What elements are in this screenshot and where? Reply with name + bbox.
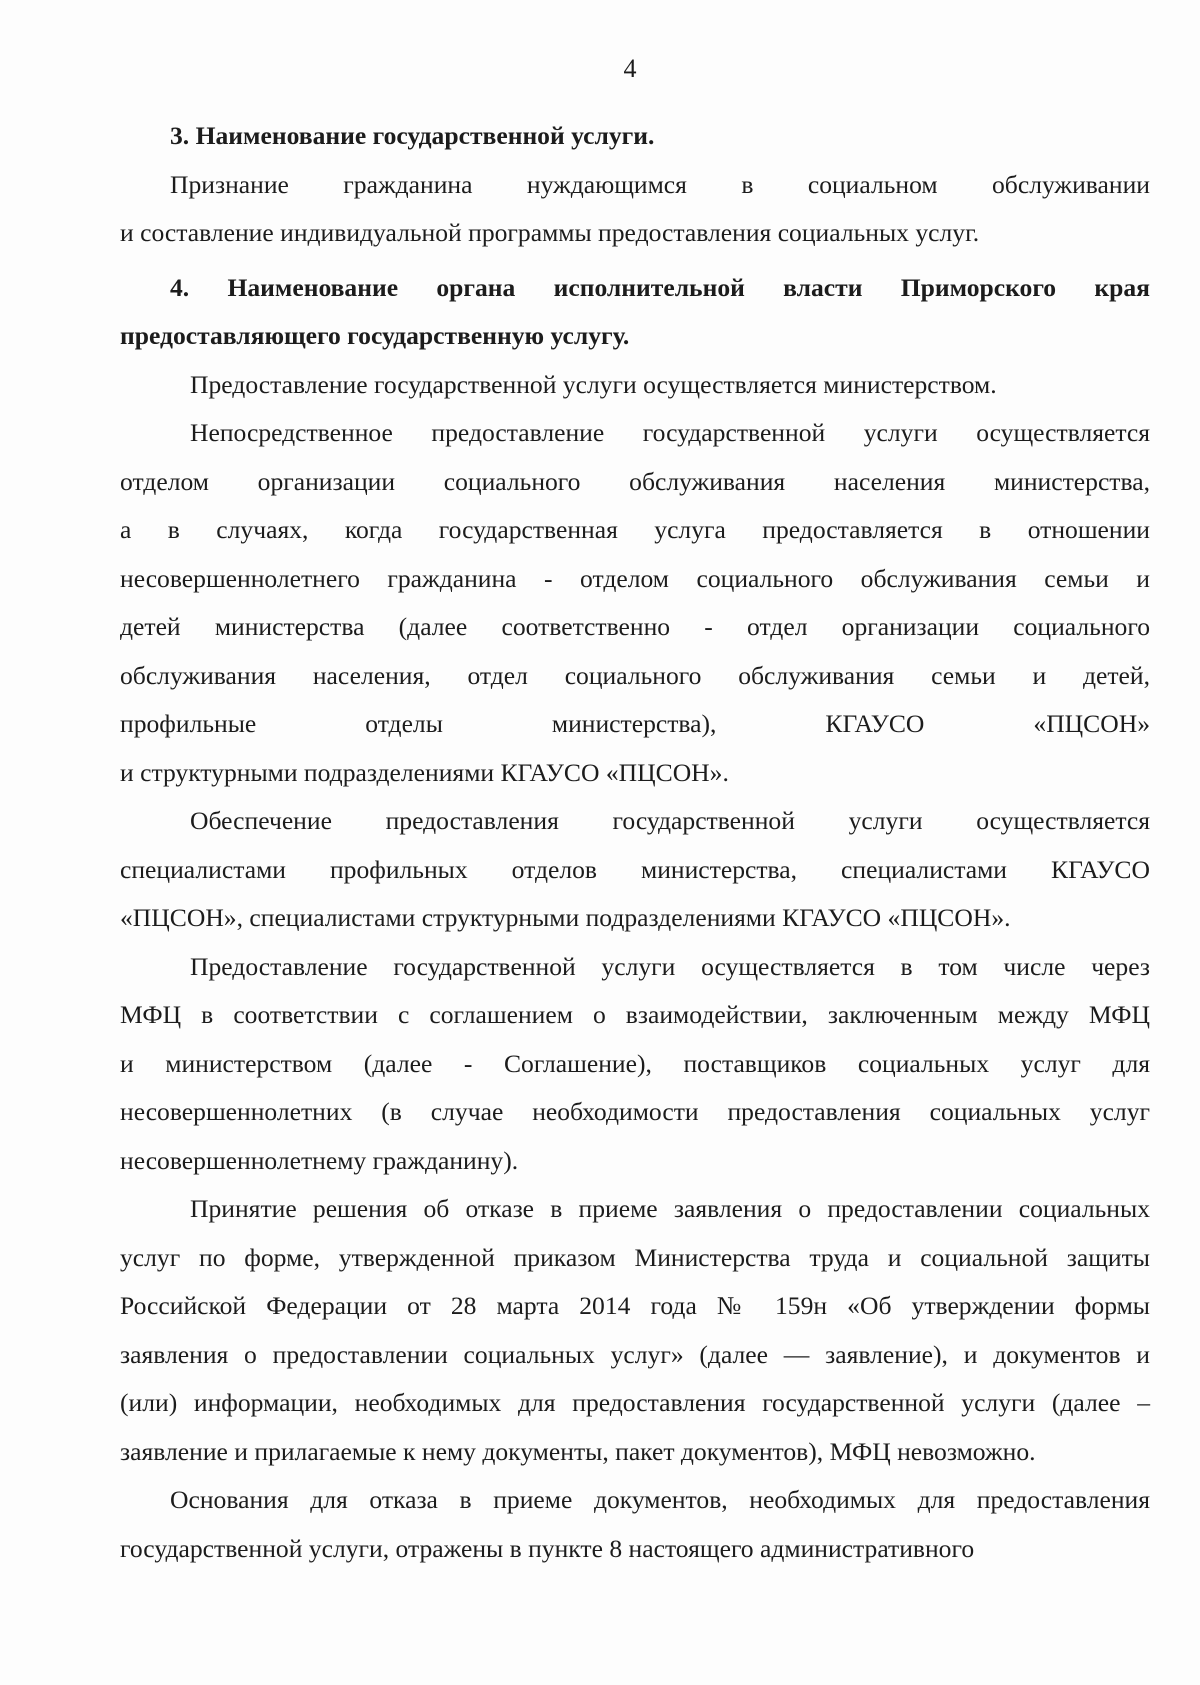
text-line: и структурными подразделениями КГАУСО «ПЦСОН». xyxy=(120,757,729,787)
text-line: отделом организации социального обслуживания населения министерства, xyxy=(120,466,1150,496)
text-line: Признание гражданина нуждающимся в социальном обслуживании xyxy=(170,169,1150,199)
text-line: Непосредственное предоставление государственной услуги осуществляется xyxy=(190,418,1150,447)
text-line: услуг по форме, утвержденной приказом Министерства труда и социальной защиты xyxy=(120,1242,1150,1272)
text-line: несовершеннолетнему гражданину). xyxy=(120,1145,519,1175)
text-line: и министерством (далее - Соглашение), поставщиков социальных услуг для xyxy=(120,1048,1150,1078)
document-body xyxy=(120,112,1150,1573)
text-line: и составление индивидуальной программы предоставления социальных услуг. xyxy=(120,218,980,247)
section-heading-s3-heading xyxy=(120,112,1150,161)
text-line: государственной услуги, отражены в пункте 8 настоящего административного xyxy=(120,1533,975,1563)
text-line: Предоставление государственной услуги осуществляется в том числе через xyxy=(190,951,1150,981)
text-line: МФЦ в соответствии с соглашением о взаимодействии, заключенным между МФЦ xyxy=(120,1000,1150,1029)
text-line: «ПЦСОН», специалистами структурными подразделениями КГАУСО «ПЦСОН». xyxy=(120,903,1011,932)
paragraph-s3-text xyxy=(120,161,1150,258)
text-line: несовершеннолетних (в случае необходимости предоставления социальных услуг xyxy=(120,1097,1150,1126)
text-line: специалистами профильных отделов министерства, специалистами КГАУСО xyxy=(120,854,1150,884)
text-line: детей министерства (далее соответственно - отдел организации социального xyxy=(120,612,1150,641)
paragraph-p2 xyxy=(120,409,1150,797)
text-line: Предоставление государственной услуги осуществляется министерством. xyxy=(190,369,997,399)
text-line: предоставляющего государственную услугу. xyxy=(120,321,630,350)
text-line: несовершеннолетнего гражданина - отделом социального обслуживания семьи и xyxy=(120,563,1150,593)
text-line: а в случаях, когда государственная услуга предоставляется в отношении xyxy=(120,515,1150,544)
text-line: (или) информации, необходимых для предоставления государственной услуги (далее – xyxy=(120,1388,1150,1417)
paragraph-p4 xyxy=(120,943,1150,1186)
text-line: Обеспечение предоставления государственной услуги осуществляется xyxy=(190,806,1150,835)
text-line: Принятие решения об отказе в приеме заявления о предоставлении социальных xyxy=(190,1194,1150,1223)
paragraph-p1 xyxy=(120,361,1150,410)
paragraph-p3 xyxy=(120,797,1150,943)
text-line: обслуживания населения, отдел социального обслуживания семьи и детей, xyxy=(120,660,1150,690)
text-line: заявления о предоставлении социальных услуг» (далее — заявление), и документов и xyxy=(120,1339,1150,1369)
section-heading-s4-heading xyxy=(120,264,1150,361)
text-line: Основания для отказа в приеме документов, необходимых для предоставления xyxy=(170,1485,1150,1514)
text-line: 3. Наименование государственной услуги. xyxy=(170,121,655,150)
text-line: профильные отделы министерства), КГАУСО «ПЦСОН» xyxy=(120,709,1150,738)
text-line: Российской Федерации от 28 марта 2014 года № 159н «Об утверждении формы xyxy=(120,1291,1150,1320)
paragraph-p6 xyxy=(120,1476,1150,1573)
page-number: 4 xyxy=(623,54,637,83)
text-line: заявление и прилагаемые к нему документы, пакет документов), МФЦ невозможно. xyxy=(120,1436,1036,1466)
paragraph-p5 xyxy=(120,1185,1150,1476)
text-line: 4. Наименование органа исполнительной власти Приморского края xyxy=(170,272,1150,302)
